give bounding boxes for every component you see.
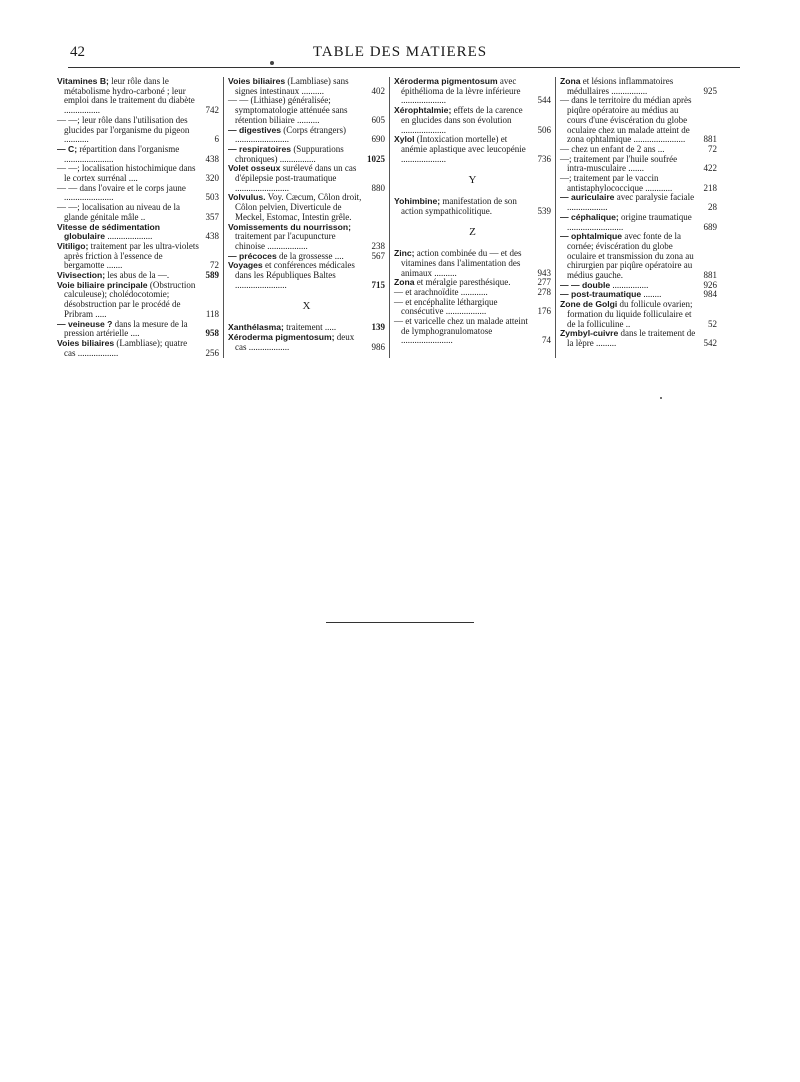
index-column-2 (223, 77, 389, 358)
entry-heading: Zona (394, 277, 415, 288)
entry-text (57, 223, 199, 242)
entry-page-number: 925 (703, 85, 717, 96)
index-column-4 (555, 77, 721, 358)
entry-page-number: 503 (205, 192, 219, 203)
entry-description: .................... (105, 231, 153, 242)
entry-description: deux cas .................. (235, 331, 355, 352)
index-entry (394, 249, 551, 278)
entry-description: effets de la carence en glucides dans son évolution .................... (401, 105, 523, 135)
entry-page-number: 506 (537, 124, 551, 135)
entry-description: — et encéphalite léthargique consécutive .................. (394, 296, 498, 317)
entry-text (57, 145, 199, 164)
entry-text (228, 145, 365, 164)
entry-text (228, 223, 365, 252)
entry-text (228, 126, 365, 145)
index-columns (57, 77, 747, 358)
entry-page-number: 736 (537, 153, 551, 164)
entry-heading: Xanthélasma; (228, 322, 284, 333)
index-entry (560, 300, 717, 329)
entry-heading: Xylol (394, 134, 415, 145)
entry-text (560, 174, 697, 193)
entry-description: traitement par l'acupuncture chinoise .................. (235, 231, 336, 251)
entry-text (560, 155, 697, 174)
entry-page-number: 880 (371, 182, 385, 193)
entry-page-number: 1025 (367, 153, 385, 164)
index-entry (228, 261, 385, 290)
index-entry (394, 77, 551, 106)
entry-page-number: 72 (210, 260, 219, 271)
index-entry (57, 145, 219, 164)
entry-text (57, 242, 199, 271)
index-entry (228, 96, 385, 125)
entry-page-number: 278 (537, 286, 551, 297)
entry-description: ................ (610, 279, 649, 290)
index-entry (228, 223, 385, 252)
index-entry (57, 223, 219, 242)
index-entry (57, 77, 219, 116)
entry-page-number: 943 (537, 267, 551, 278)
entry-description: dans le traitement de la lèpre ......... (567, 328, 696, 348)
entry-text (57, 203, 199, 222)
entry-description: (Lambliase) sans signes intestinaux .......... (235, 76, 349, 96)
entry-description: traitement ..... (283, 322, 337, 333)
page-number: 42 (70, 44, 85, 60)
section-letter: Y (468, 174, 477, 187)
entry-description: origine traumatique ......................... (567, 211, 692, 232)
entry-page-number: 742 (205, 105, 219, 116)
entry-description: avec fonte de la cornée; éviscération du globe oculaire et transmission du zona au chirurgien par piqûre opératoire au médius gauche. (567, 231, 694, 281)
entry-description: (Lambliase); quatre cas .................. (64, 337, 188, 358)
entry-heading: Volvulus. (228, 192, 266, 203)
entry-text (57, 116, 199, 145)
entry-description: traitement par les ultra-violets après friction à l'essence de bergamotte ....... (64, 240, 199, 271)
index-entry (228, 77, 385, 96)
entry-heading: Xéroderma pigmentosum; (228, 331, 335, 342)
entry-description: avec paralysie faciale .................. (567, 192, 695, 213)
entry-page-number: 320 (205, 173, 219, 184)
entry-description: Voy. Cæcum, Côlon droit, Côlon pelvien, Diverticule de Meckel, Estomac, Intestin grêle. (235, 192, 362, 222)
index-entry (394, 135, 551, 164)
entry-text (394, 197, 531, 216)
entry-description: leur rôle dans le métabolisme hydro-carboné ; leur emploi dans le traitement du diabète ................ (64, 76, 195, 116)
footer-rule (326, 622, 474, 623)
entry-page-number: 139 (371, 322, 385, 333)
entry-page-number: 544 (537, 95, 551, 106)
entry-page-number: 277 (537, 277, 551, 288)
entry-page-number: 690 (371, 134, 385, 145)
entry-heading: Xérophtalmie; (394, 105, 452, 116)
entry-text (228, 333, 365, 352)
entry-page-number: 218 (703, 182, 717, 193)
entry-description: — chez un enfant de 2 ans ... (560, 143, 665, 154)
entry-text (57, 77, 199, 116)
index-entry (394, 317, 551, 346)
entry-text (57, 164, 199, 183)
entry-text (228, 193, 365, 222)
entry-heading: Voies biliaires (228, 76, 286, 86)
entry-description: surélevé dans un cas d'épilepsie post-traumatique ........................ (235, 163, 357, 193)
entry-heading: Zymbyl-cuivre (560, 328, 619, 339)
entry-heading: — veineuse ? (57, 318, 113, 329)
page-title: TABLE DES MATIERES (312, 44, 488, 60)
entry-text (560, 232, 697, 281)
index-entry (560, 232, 717, 281)
entry-text (560, 213, 697, 232)
entry-heading: Zinc; (394, 248, 415, 259)
index-entry (560, 96, 717, 145)
index-entry (57, 116, 219, 145)
entry-text (228, 164, 365, 193)
entry-description: et conférences médicales dans les Républiques Baltes ....................... (235, 260, 355, 290)
entry-text (394, 77, 531, 106)
entry-description: — —; leur rôle dans l'utilisation des glucides par l'organisme du pigeon ........... (57, 114, 190, 145)
entry-page-number: 881 (703, 270, 717, 281)
entry-page-number: 118 (205, 308, 219, 319)
entry-text (560, 329, 697, 348)
entry-text (57, 339, 199, 358)
entry-description: — — (Lithiase) généralisée; symptomatologie atténuée sans rétention biliaire .......... (228, 95, 348, 125)
entry-description: du follicule ovarien; formation du liquide folliculaire et de la folliculine .. (567, 299, 693, 329)
header-rule (68, 67, 740, 68)
section-letter: Z (469, 226, 476, 239)
entry-text (57, 320, 199, 339)
entry-text (394, 298, 531, 317)
entry-text (228, 96, 365, 125)
entry-heading: — ophtalmique (560, 231, 623, 242)
entry-description: — — dans l'ovaire et le corps jaune ...................... (57, 182, 186, 203)
entry-page-number: 589 (205, 270, 219, 281)
entry-page-number: 28 (708, 202, 717, 213)
index-entry (560, 77, 717, 96)
index-entry (228, 164, 385, 193)
entry-heading: — C; (57, 143, 78, 154)
entry-page-number: 926 (703, 279, 717, 290)
entry-heading: Voyages (228, 260, 263, 271)
entry-heading: — post-traumatique (560, 289, 642, 300)
index-entry (57, 164, 219, 183)
entry-heading: — auriculaire (560, 192, 615, 203)
entry-description: les abus de la —. (105, 270, 170, 281)
entry-page-number: 881 (703, 134, 717, 145)
index-entry (394, 106, 551, 135)
entry-description: ........ (641, 289, 662, 300)
entry-text (228, 77, 365, 96)
entry-heading: Vivisection; (57, 270, 106, 281)
index-entry (57, 203, 219, 222)
index-entry (560, 193, 717, 212)
entry-page-number: 689 (703, 221, 717, 232)
index-entry (228, 333, 385, 352)
entry-page-number: 605 (371, 114, 385, 125)
entry-heading: — digestives (228, 124, 282, 135)
index-entry (560, 213, 717, 232)
entry-page-number: 539 (537, 205, 551, 216)
entry-heading: Vitamines B; (57, 76, 109, 86)
index-entry (394, 298, 551, 317)
entry-text (394, 135, 531, 164)
entry-description: (Obstruction calculeuse); cholédocotomie; désobstruction par le procédé de Pribram ..... (64, 279, 196, 319)
entry-page-number: 542 (703, 337, 717, 348)
entry-heading: Vitesse de sédimentation globulaire (57, 221, 161, 242)
entry-text (228, 261, 365, 290)
entry-description: (Suppurations chroniques) ................ (235, 143, 344, 164)
entry-description: répartition dans l'organisme ...................... (64, 143, 180, 164)
ink-speck (660, 397, 662, 399)
entry-description: — et varicelle chez un malade atteint de lymphogranulomatose ....................... (394, 316, 528, 346)
entry-page-number: 958 (205, 328, 219, 339)
index-entry (228, 193, 385, 222)
entry-text (57, 281, 199, 320)
entry-description: manifestation de son action sympathicolitique. (401, 196, 517, 216)
entry-description: — —; localisation au niveau de la glande génitale mâle .. (57, 202, 180, 222)
entry-heading: — céphalique; (560, 211, 619, 222)
entry-page-number: 52 (708, 318, 717, 329)
entry-page-number: 256 (205, 347, 219, 358)
entry-heading: Vomissements du nourrisson; (228, 221, 352, 232)
entry-description: — —; localisation histochimique dans le cortex surrénal .... (57, 163, 196, 184)
entry-page-number: 986 (371, 341, 385, 352)
entry-description: avec épithélioma de la lèvre inférieure .................... (401, 76, 521, 106)
index-entry (57, 320, 219, 339)
entry-text (560, 193, 697, 212)
entry-description: (Intoxication mortelle) et anémie aplastique avec leucopénie .................... (401, 134, 526, 164)
entry-description: et méralgie paresthésique. (414, 277, 511, 288)
entry-page-number: 422 (703, 163, 717, 174)
entry-heading: Vitiligo; (57, 240, 89, 251)
entry-page-number: 74 (542, 335, 551, 346)
entry-heading: — — double (560, 279, 611, 290)
entry-description: — dans le territoire du médian après piqûre opératoire au médius au cours d'une éviscération du globe oculaire chez un malade atteint de zona ophtalmique ....................... (560, 95, 692, 145)
entry-description: (Corps étrangers) ........................ (235, 124, 346, 145)
entry-page-number: 715 (371, 279, 385, 290)
entry-heading: Yohimbine; (394, 196, 441, 207)
entry-page-number: 567 (371, 250, 385, 261)
entry-text (560, 77, 697, 96)
index-entry (57, 184, 219, 203)
entry-heading: Zone de Golgi (560, 299, 618, 310)
index-entry (57, 242, 219, 271)
entry-page-number: 72 (708, 143, 717, 154)
entry-text (394, 106, 531, 135)
entry-heading: — respiratoires (228, 143, 292, 154)
index-entry (57, 281, 219, 320)
entry-description: action combinée du — et des vitamines dans l'alimentation des animaux .......... (401, 248, 522, 278)
entry-text (560, 96, 697, 145)
entry-description: — et arachnoïdite ............ (394, 286, 488, 297)
entry-page-number: 984 (703, 289, 717, 300)
entry-page-number: 6 (214, 134, 219, 145)
entry-description: dans la mesure de la pression artérielle .... (64, 318, 188, 339)
index-entry (560, 174, 717, 193)
index-entry (394, 197, 551, 216)
entry-heading: Volet osseux (228, 163, 281, 174)
entry-page-number: 176 (537, 306, 551, 317)
index-entry (228, 145, 385, 164)
ink-speck (270, 61, 274, 65)
index-column-1 (57, 77, 223, 358)
entry-heading: Voie biliaire principale (57, 279, 148, 290)
entry-description: —; traitement par le vaccin antistaphylococcique ............ (560, 173, 673, 193)
index-column-3 (389, 77, 555, 358)
entry-text (57, 184, 199, 203)
index-entry (57, 339, 219, 358)
entry-page-number: 238 (371, 240, 385, 251)
index-entry (560, 329, 717, 348)
entry-heading: — précoces (228, 250, 277, 261)
index-entry (560, 155, 717, 174)
entry-page-number: 438 (205, 231, 219, 242)
index-entry (228, 126, 385, 145)
entry-text (394, 317, 531, 346)
section-letter: X (302, 300, 311, 313)
entry-description: et lésions inflammatoires médullaires ................ (567, 76, 674, 96)
entry-page-number: 357 (205, 211, 219, 222)
entry-heading: Voies biliaires (57, 337, 115, 348)
entry-description: —; traitement par l'huile soufrée intra-musculaire ....... (560, 153, 678, 174)
entry-text (560, 300, 697, 329)
entry-description: de la grossesse .... (276, 250, 344, 261)
entry-page-number: 402 (371, 85, 385, 96)
entry-page-number: 438 (205, 153, 219, 164)
entry-heading: Zona (560, 76, 581, 86)
entry-heading: Xéroderma pigmentosum (394, 76, 498, 86)
entry-text (394, 249, 531, 278)
